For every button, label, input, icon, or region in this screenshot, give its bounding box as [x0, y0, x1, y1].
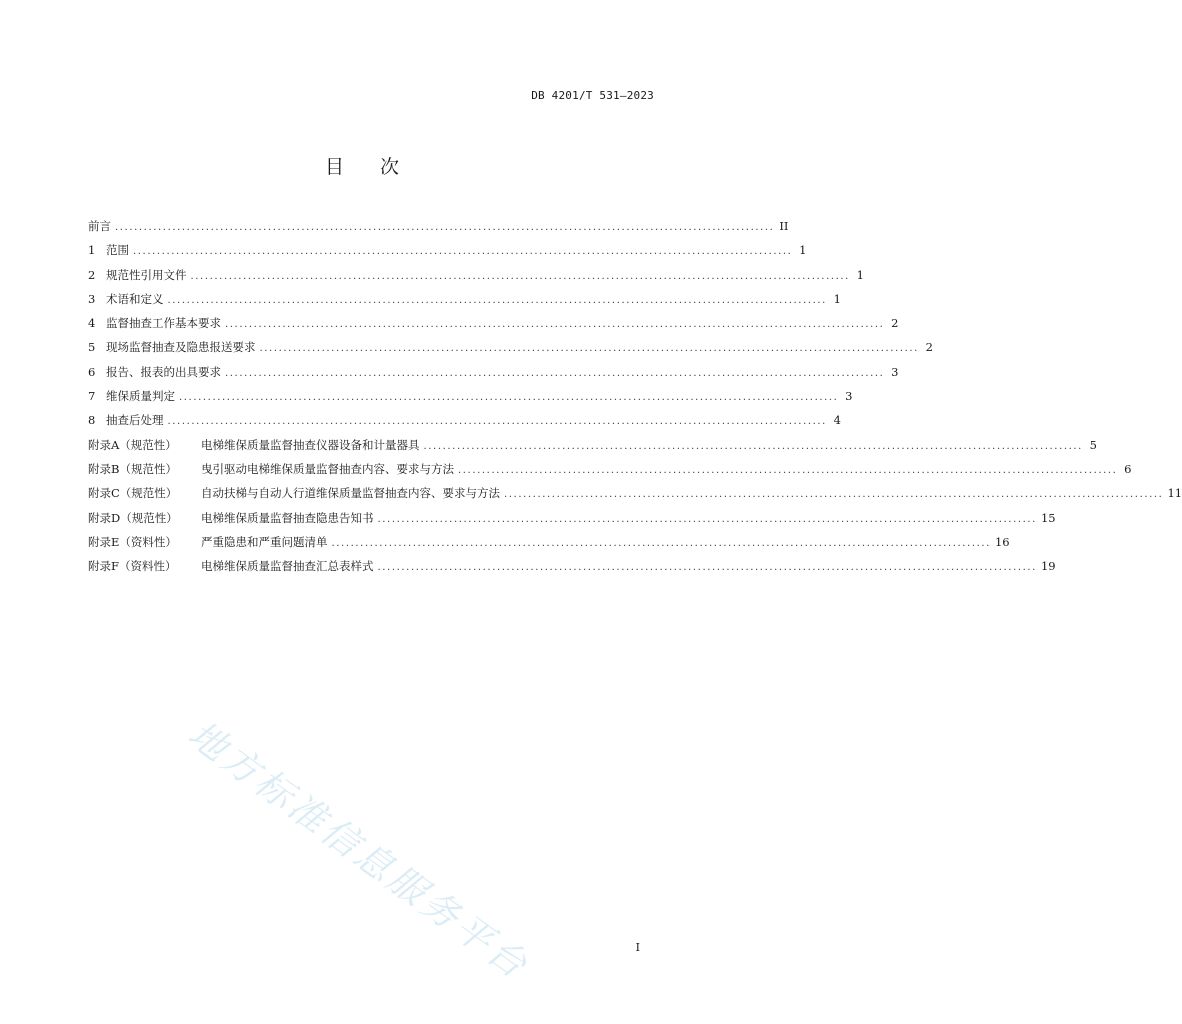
toc-entry-appendix-b[interactable] — [88, 461, 1132, 485]
toc-entry-appendix-a[interactable] — [88, 437, 1097, 461]
toc-entry-number: 1 — [88, 243, 96, 258]
toc-leader-dots: .......................................................................................................................................... — [259, 343, 919, 355]
toc-entry-5[interactable] — [88, 339, 933, 363]
toc-entry-page: 1 — [833, 291, 841, 306]
toc-entry-appendix-e[interactable] — [88, 534, 1010, 558]
toc-entry-number: 2 — [88, 267, 96, 282]
toc-leader-dots: .......................................................................................................................................... — [504, 489, 1164, 501]
toc-entry-page: 1 — [856, 267, 864, 282]
toc-entry-label: 电梯维保质量监督抽查仪器设备和计量器具 — [201, 437, 420, 452]
toc-leader-dots: .......................................................................................................................................... — [225, 367, 885, 379]
toc-entry-label: 曳引驱动电梯维保质量监督抽查内容、要求与方法 — [201, 461, 454, 476]
toc-entry-number: 4 — [88, 316, 96, 331]
toc-entry-label: 现场监督抽查及隐患报送要求 — [106, 340, 256, 355]
toc-leader-dots: .......................................................................................................................................... — [179, 392, 839, 404]
table-of-contents — [88, 218, 1182, 582]
toc-entry-label: 监督抽查工作基本要求 — [106, 316, 221, 331]
toc-leader-dots: .......................................................................................................................................... — [190, 270, 850, 282]
toc-entry-number: 8 — [88, 413, 96, 428]
toc-entry-page: 6 — [1124, 461, 1132, 476]
toc-appendix-prefix: 附录D（规范性） — [88, 510, 178, 525]
toc-entry-page: 3 — [845, 389, 853, 404]
toc-entry-label: 严重隐患和严重问题清单 — [201, 534, 328, 549]
toc-entry-appendix-d[interactable] — [88, 510, 1056, 534]
document-code: DB 4201/T 531—2023 — [531, 89, 654, 102]
toc-entry-page: 3 — [891, 364, 899, 379]
toc-appendix-prefix: 附录A（规范性） — [88, 437, 177, 452]
page-title: 目次 — [324, 156, 435, 178]
toc-entry-page: 2 — [891, 316, 899, 331]
toc-leader-dots: .......................................................................................................................................... — [377, 513, 1037, 525]
toc-leader-dots: .......................................................................................................................................... — [377, 562, 1037, 574]
toc-entry-8[interactable] — [88, 412, 841, 436]
toc-entry-appendix-f[interactable] — [88, 558, 1056, 582]
toc-leader-dots: .......................................................................................................................................... — [133, 246, 793, 258]
toc-entry-appendix-c[interactable] — [88, 485, 1182, 509]
toc-entry-7[interactable] — [88, 388, 853, 412]
toc-entry-1[interactable] — [88, 242, 807, 266]
toc-entry-label: 自动扶梯与自动人行道维保质量监督抽查内容、要求与方法 — [201, 486, 500, 501]
toc-leader-dots: .......................................................................................................................................... — [167, 416, 827, 428]
toc-leader-dots: .......................................................................................................................................... — [423, 440, 1083, 452]
toc-entry-label: 术语和定义 — [106, 291, 164, 306]
toc-appendix-prefix: 附录B（规范性） — [88, 461, 177, 476]
toc-entry-page: 16 — [994, 534, 1010, 549]
toc-entry-page: II — [779, 219, 789, 233]
toc-entry-page: 2 — [925, 340, 933, 355]
watermark-text: 地方标准信息服务平台 — [180, 712, 538, 989]
toc-entry-label: 维保质量判定 — [106, 389, 175, 404]
toc-entry-page: 1 — [799, 243, 807, 258]
toc-entry-6[interactable] — [88, 364, 899, 388]
toc-entry-page: 19 — [1040, 559, 1056, 574]
toc-entry-label: 电梯维保质量监督抽查隐患告知书 — [201, 510, 374, 525]
toc-entry-number: 6 — [88, 364, 96, 379]
toc-entry-label: 电梯维保质量监督抽查汇总表样式 — [201, 559, 374, 574]
toc-entry-number: 3 — [88, 291, 96, 306]
toc-appendix-prefix: 附录F（资料性） — [88, 559, 177, 574]
toc-appendix-prefix: 附录E（资料性） — [88, 534, 177, 549]
toc-leader-dots: .......................................................................................................................................... — [225, 319, 885, 331]
toc-leader-dots: .......................................................................................................................................... — [331, 537, 991, 549]
toc-leader-dots: .......................................................................................................................................... — [458, 464, 1118, 476]
toc-leader-dots: .......................................................................................................................................... — [115, 222, 775, 233]
toc-entry-label: 范围 — [106, 243, 129, 258]
toc-entry-page: 4 — [833, 413, 841, 428]
toc-entry-2[interactable] — [88, 267, 864, 291]
toc-entry-3[interactable] — [88, 291, 841, 315]
toc-entry-number: 7 — [88, 389, 96, 404]
toc-entry-page: 15 — [1040, 510, 1056, 525]
toc-entry-label: 规范性引用文件 — [106, 267, 187, 282]
toc-appendix-prefix: 附录C（规范性） — [88, 486, 178, 501]
page-number: I — [635, 941, 640, 954]
toc-entry-label: 报告、报表的出具要求 — [106, 364, 221, 379]
toc-entry-label: 抽查后处理 — [106, 413, 164, 428]
toc-leader-dots: .......................................................................................................................................... — [167, 294, 827, 306]
toc-entry-page: 11 — [1167, 486, 1182, 501]
toc-entry-page: 5 — [1089, 437, 1097, 452]
toc-entry-number: 5 — [88, 340, 96, 355]
toc-entry-label: 前言 — [88, 219, 111, 233]
toc-entry-4[interactable] — [88, 315, 899, 339]
toc-entry-foreword[interactable] — [88, 218, 789, 242]
